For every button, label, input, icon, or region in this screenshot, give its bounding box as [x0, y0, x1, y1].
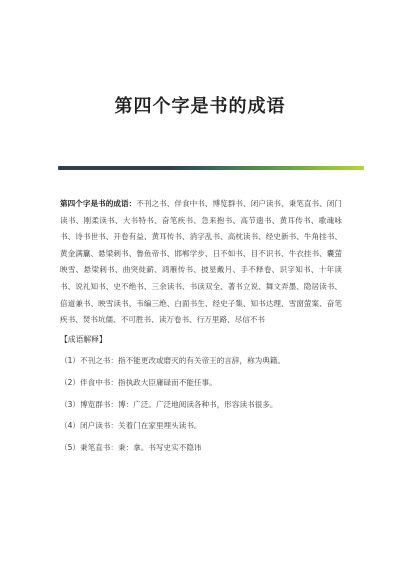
divider-dark-segment: [58, 166, 168, 170]
title-divider: [58, 166, 364, 170]
intro-colon: ：: [128, 199, 137, 208]
document-body: [60, 196, 342, 456]
definition-item: （1）不刊之书：指不能更改或磨灭的有关帝王的言辞，称为典籍。: [60, 356, 286, 366]
definition-item: （2）伴食中书：指执政大臣庸碌而不能任事。: [60, 377, 217, 387]
definition-item: （3）博览群书：博：广泛。广泛地阅读各种书，形容读书很多。: [60, 399, 278, 409]
page-title: 第四个字是书的成语: [114, 96, 286, 117]
definition-item: （4）闭户读书：关着门在家里埋头读书。: [60, 421, 202, 431]
section-heading: 【成语解释】: [60, 334, 107, 344]
intro-paragraph: [60, 196, 342, 329]
intro-lead: 第四个字是书的成语: [60, 199, 129, 208]
intro-body: 不刊之书、伴食中书、博览群书、闭户读书、秉笔直书、闭门读书、刚柔读书、大书特书、奋笔疾书、急来抱书、高节遗书、黄耳传书、歌魂咏书、诗书世书、开卷有益、黄耳传书、消字乱书、高枕读书、经史新书、牛角挂书、黄金满籯、悬梁刺书、鲁鱼帝书、邯郸学步、日不如书、目不识书、牛衣挂书、囊萤映雪、悬梁刺书、曲突徙薪、鸿雁传书、披星戴月、手不释卷、识字知书、十年读书、说礼知书、史不绝书、三余读书、书读双全、著书立说、舞文弄墨、隐居读书、倍道兼书、映雪读书、韦编三绝、白面书生、经史子集、知书达理、雪窗萤案、奋笔疾书、焚书坑儒、不可胜书、读万卷书、行万里路、尽信不书: [60, 199, 343, 325]
divider-gradient-segment: [168, 166, 364, 170]
definition-item: （5）秉笔直书：秉：拿。书写史实不隐讳: [60, 442, 202, 452]
